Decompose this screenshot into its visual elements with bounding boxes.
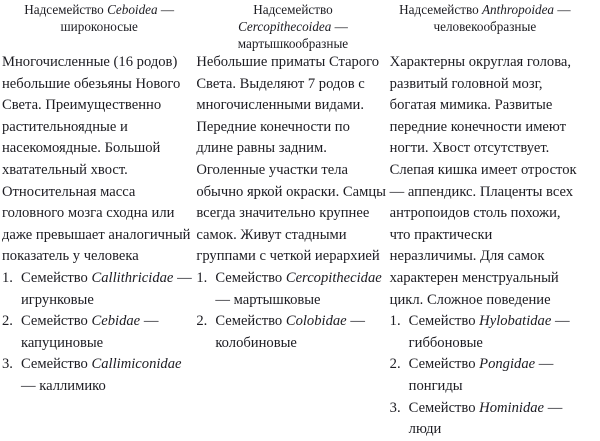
taxon-name: Callimiconidae — [91, 356, 182, 373]
list-number: 2. — [389, 356, 401, 373]
taxon-name: Pongidae — [479, 356, 536, 373]
taxon-name: Cebidae — [91, 313, 141, 330]
list-number: 1. — [389, 313, 401, 330]
header-line-1: Надсемейство — [253, 2, 333, 17]
taxon-name: Hominidae — [479, 399, 545, 416]
taxon-name: Ceboidea — [107, 2, 158, 17]
header-line-1: Надсемейство Anthropoidea — — [399, 2, 571, 17]
list-number: 3. — [2, 356, 13, 373]
family-word: Семейство — [408, 356, 476, 373]
dash: — — [215, 291, 230, 308]
list-item — [390, 398, 580, 441]
list-number: 2. — [196, 313, 208, 330]
family-list — [2, 268, 196, 398]
family-word: Семейство — [21, 356, 88, 373]
dash: — — [143, 313, 159, 330]
taxon-name: Cercopithecoidea — [238, 19, 332, 34]
common-name: колобиновые — [215, 334, 297, 351]
header-line-2: человекообразные — [433, 19, 537, 34]
table-header-row — [2, 1, 580, 52]
common-name: игрунковые — [21, 291, 94, 308]
taxon-name: Hylobatidae — [479, 313, 552, 330]
list-item — [2, 354, 196, 397]
dash: — — [350, 313, 365, 330]
list-item — [2, 268, 196, 311]
family-word: Семейство — [21, 269, 88, 286]
common-name: капуциновые — [21, 334, 104, 351]
common-name: люди — [408, 421, 442, 438]
taxon-name: Anthropoidea — [481, 2, 555, 17]
column-header-cercopithecoidea — [196, 1, 389, 52]
taxon-name: Callithricidae — [91, 269, 174, 286]
column-header-anthropoidea — [390, 1, 580, 52]
header-line-1: Надсемейство Ceboidea — — [24, 2, 175, 17]
list-number: 1. — [196, 269, 208, 286]
column-body-cercopithecoidea — [196, 52, 389, 441]
family-word: Семейство — [215, 313, 283, 330]
list-number: 2. — [2, 313, 13, 330]
column-body-ceboidea — [2, 52, 196, 441]
list-item — [390, 311, 580, 354]
common-name: понгиды — [408, 377, 463, 394]
family-word: Семейство — [21, 313, 88, 330]
taxon-name: Colobidae — [285, 313, 347, 330]
list-item — [196, 268, 389, 311]
dash: — — [538, 356, 554, 373]
description-text: Характерны округлая голова, развитый головной мозг, богатая мимика. Развитые передние конечности имеют ногти. Хвост отсутствует. Слепая кишка имеет отросток — аппендикс. Плаценты всех антропоидов столь похожи, что практически неразличимы. Для самок характерен менструальный цикл. Сложное поведение — [389, 54, 577, 308]
column-header-ceboidea — [2, 1, 196, 52]
description-text: Многочисленные (16 родов) небольшие обезьяны Нового Света. Преимущественно растительноядные и насекомоядные. Большой хватательный хвост. Относительная масса головного мозга сходна или даже превышает аналогичный показатель у человека — [2, 54, 191, 265]
common-name: каллимико — [39, 377, 106, 394]
list-item — [2, 311, 196, 354]
list-number: 1. — [2, 269, 13, 286]
dash: — — [547, 399, 563, 416]
description-text: Небольшие приматы Старого Света. Выделяют 7 родов с многочисленными видами. Передние конечности по длине равны задним. Оголенные участки тела обычно яркой окраски. Самцы всегда значительно крупнее самок. Живут стадными группами с четкой иерархией — [196, 54, 386, 265]
header-line-2: Cercopithecoidea — — [238, 19, 348, 34]
family-word: Семейство — [408, 399, 476, 416]
common-name: гиббоновые — [408, 334, 483, 351]
family-word: Семейство — [408, 313, 476, 330]
header-line-3: мартышкообразные — [237, 36, 349, 51]
family-list — [390, 311, 580, 441]
common-name: мартышковые — [233, 291, 321, 308]
column-body-anthropoidea — [390, 52, 580, 441]
dash: — — [21, 377, 36, 394]
family-list — [196, 268, 389, 354]
list-item — [196, 311, 389, 354]
taxon-name: Cercopithecidae — [285, 269, 382, 286]
dash: — — [554, 313, 570, 330]
header-line-2: широконосые — [60, 19, 138, 34]
family-word: Семейство — [215, 269, 283, 286]
list-number: 3. — [389, 399, 401, 416]
dash: — — [177, 269, 192, 286]
list-item — [390, 354, 580, 397]
primate-classification-table — [2, 1, 580, 441]
table-body-row — [2, 52, 580, 441]
